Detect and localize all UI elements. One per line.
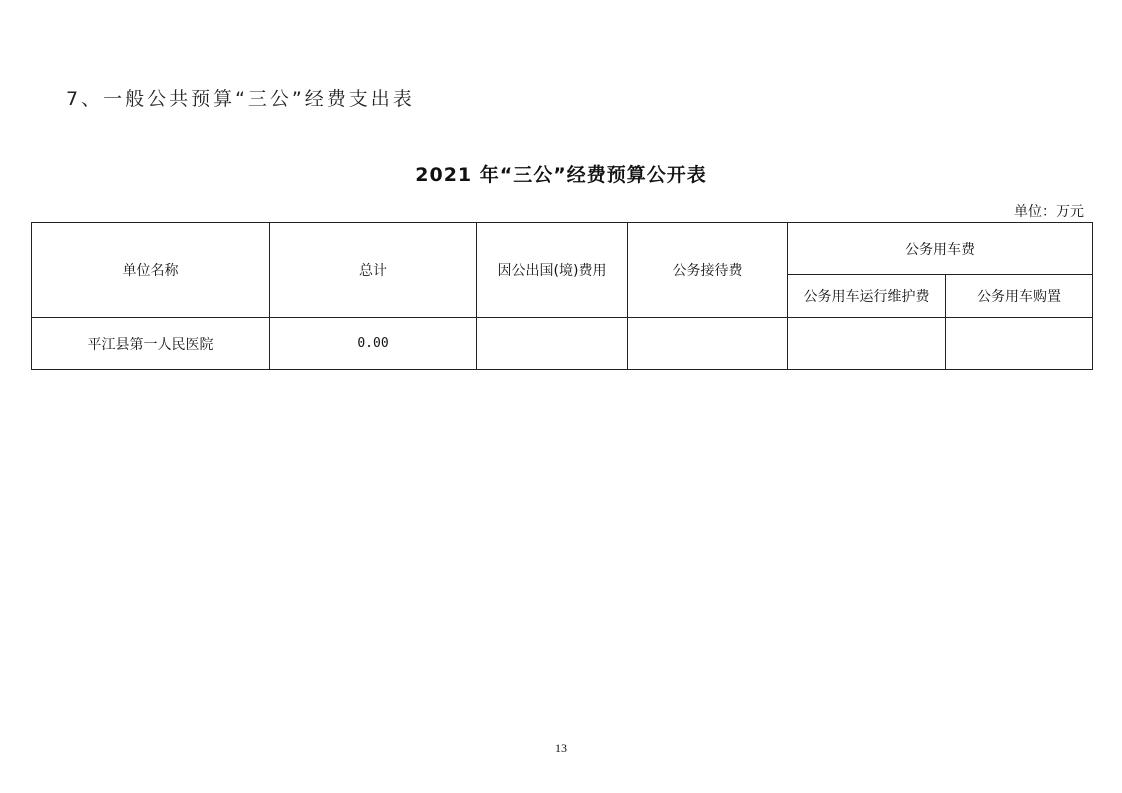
header-overseas: 因公出国(境)费用	[477, 223, 628, 318]
header-vehicle: 公务用车费	[788, 223, 1093, 275]
page-number: 13	[555, 741, 567, 755]
cell-total: 0.00	[270, 318, 477, 370]
cell-overseas	[477, 318, 628, 370]
section-heading: 7、一般公共预算“三公”经费支出表	[66, 88, 415, 110]
cell-unit-name: 平江县第一人民医院	[32, 318, 270, 370]
table-row	[32, 318, 1093, 370]
header-vehicle-purchase: 公务用车购置	[946, 275, 1093, 318]
cell-vehicle-purchase	[946, 318, 1093, 370]
budget-table	[31, 222, 1093, 370]
table-title: 2021 年“三公”经费预算公开表	[415, 164, 707, 186]
header-vehicle-operation: 公务用车运行维护费	[788, 275, 946, 318]
header-reception: 公务接待费	[628, 223, 788, 318]
cell-vehicle-operation	[788, 318, 946, 370]
cell-reception	[628, 318, 788, 370]
unit-label: 单位：万元	[1014, 204, 1084, 220]
header-total: 总计	[270, 223, 477, 318]
header-unit-name: 单位名称	[32, 223, 270, 318]
